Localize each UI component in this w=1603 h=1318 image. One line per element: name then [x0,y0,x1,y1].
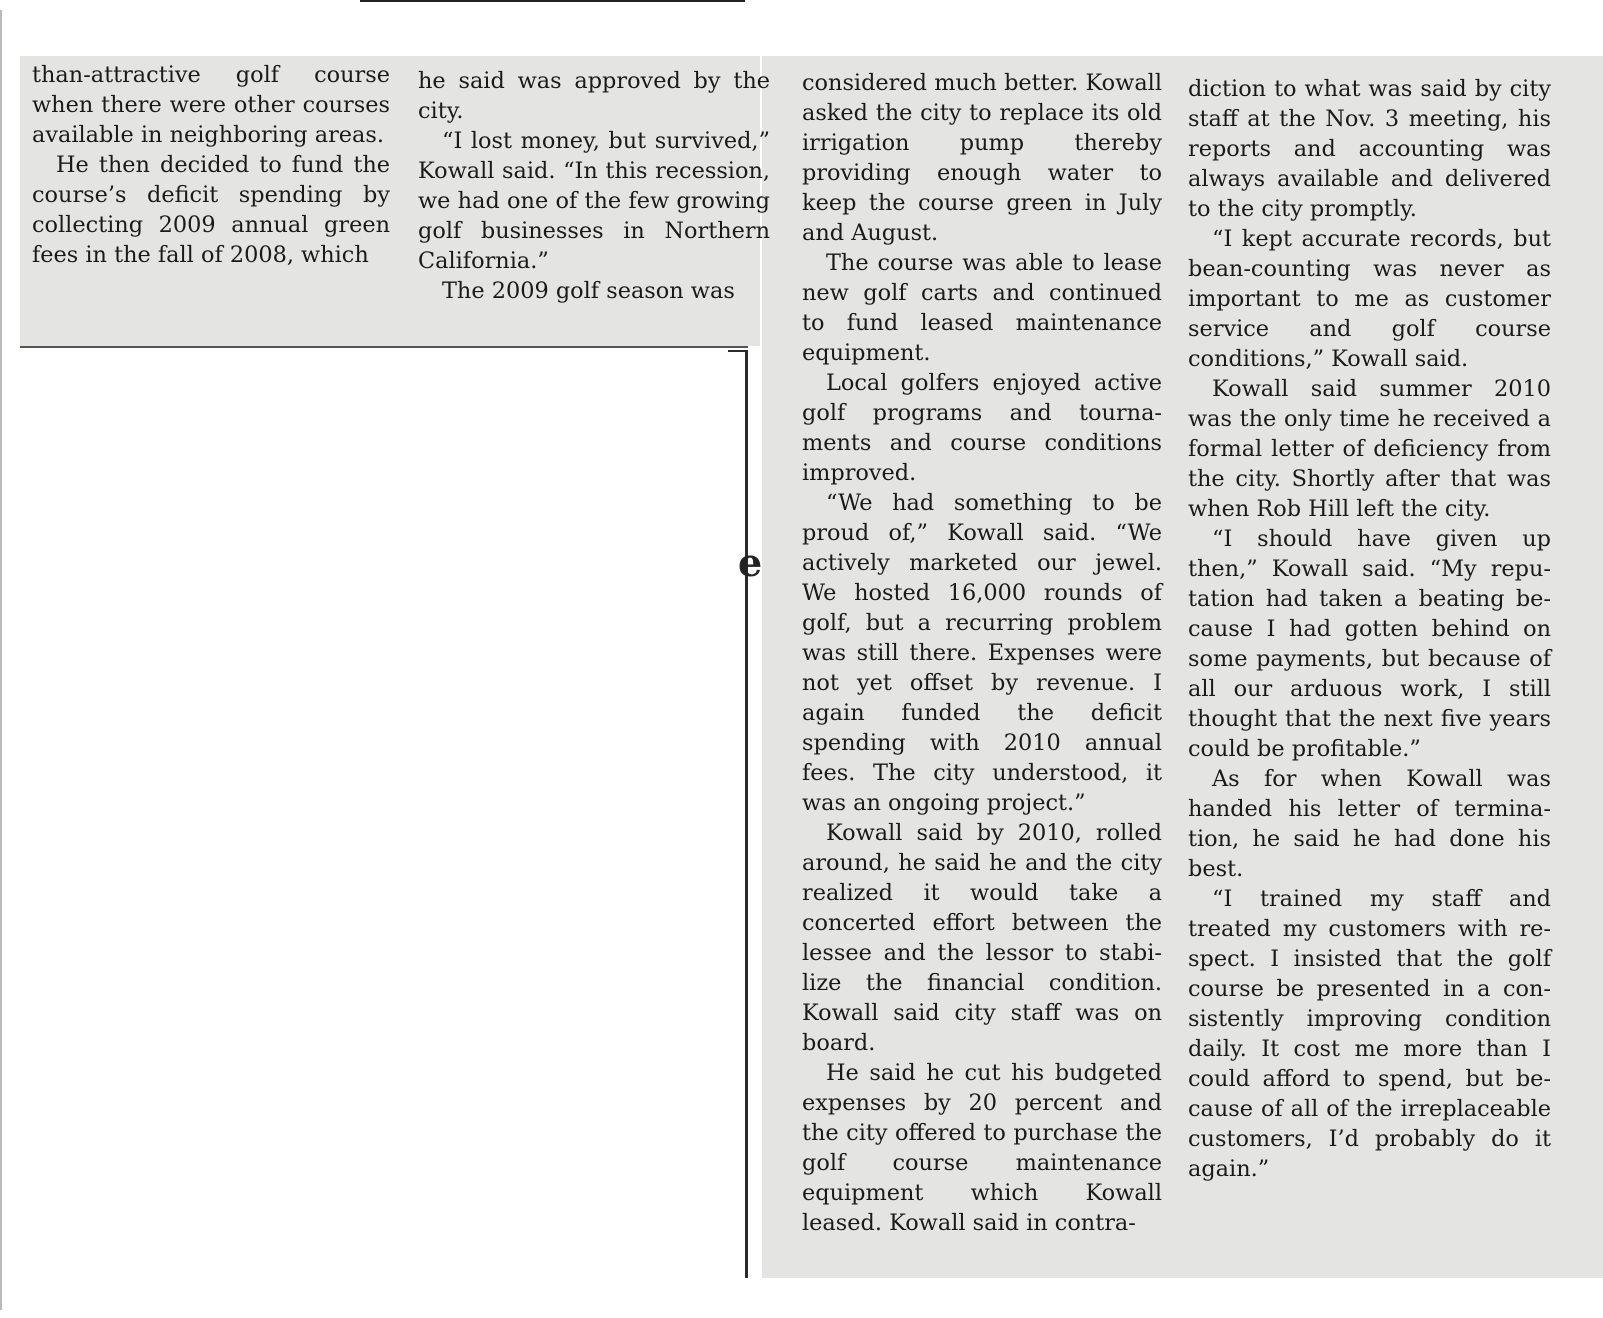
paragraph: The course was able to lease new golf carts and continued to fund leased maintenance equipment. [802,250,1162,366]
column-rule [745,350,748,1278]
paragraph: “I kept accurate records, but bean-counting was never as important to me as customer service and golf course conditions,” Kowall said. [1188,226,1551,372]
paragraph: He said he cut his budgeted expenses by 20 percent and the city offered to purchase the golf course maintenance equipment which Kowall leased. Kowall said in contra- [802,1060,1162,1236]
paragraph: Kowall said summer 2010 was the only time he received a formal letter of deficiency from the city. Shortly after that was when Rob Hill left the city. [1188,376,1551,522]
scan-top-border [360,0,745,2]
paragraph: considered much better. Kowall asked the city to replace its old irrigation pump thereby providing enough water to keep the course green in July and August. [802,70,1162,246]
bleed-through-letter: e [738,540,763,585]
article-column-2 [418,66,770,306]
scan-left-edge [0,10,2,1310]
article-column-3 [802,68,1162,1238]
paragraph: he said was approved by the city. [418,68,770,124]
paragraph: diction to what was said by city staff at the Nov. 3 meeting, his reports and accounting was always available and delivered to the city promptly. [1188,76,1551,222]
paragraph: “We had something to be proud of,” Kowall said. “We actively marketed our jewel. We hosted 16,000 rounds of golf, but a recurring problem was still there. Expenses were not yet offset by revenue. I again funded the deficit spending with 2010 annual fees. The city understood, it was an ongoing project.” [802,490,1162,816]
paragraph: “I lost money, but survived,” Kowall said. “In this recession, we had one of the few growing golf businesses in Northern California.” [418,128,770,274]
paragraph: As for when Kowall was handed his letter of termination, he said he had done his best. [1188,766,1551,882]
paragraph: than-attractive golf course when there were other courses available in neighboring areas. [32,62,390,148]
paragraph: Local golfers enjoyed active golf programs and tournaments and course conditions improved. [802,370,1162,486]
paragraph: He then decided to fund the course’s deficit spending by collecting 2009 annual green fees in the fall of 2008, which [32,152,390,268]
article-column-4 [1188,74,1551,1184]
paragraph: “I trained my staff and treated my customers with respect. I insisted that the golf course be presented in a consistently improving condition daily. It cost me more than I could afford to spend, but because of all of the irreplaceable customers, I’d probably do it again.” [1188,886,1551,1182]
paragraph: Kowall said by 2010, rolled around, he said he and the city realized it would take a concerted effort between the lessee and the lessor to stabilize the financial condition. Kowall said city staff was on board. [802,820,1162,1056]
paragraph: “I should have given up then,” Kowall said. “My reputation had taken a beating because I had gotten behind on some payments, but because of all our arduous work, I still thought that the next five years could be profitable.” [1188,526,1551,762]
paragraph: The 2009 golf season was [442,278,735,304]
article-column-1 [32,60,390,270]
clipping-cut-line [20,346,748,348]
